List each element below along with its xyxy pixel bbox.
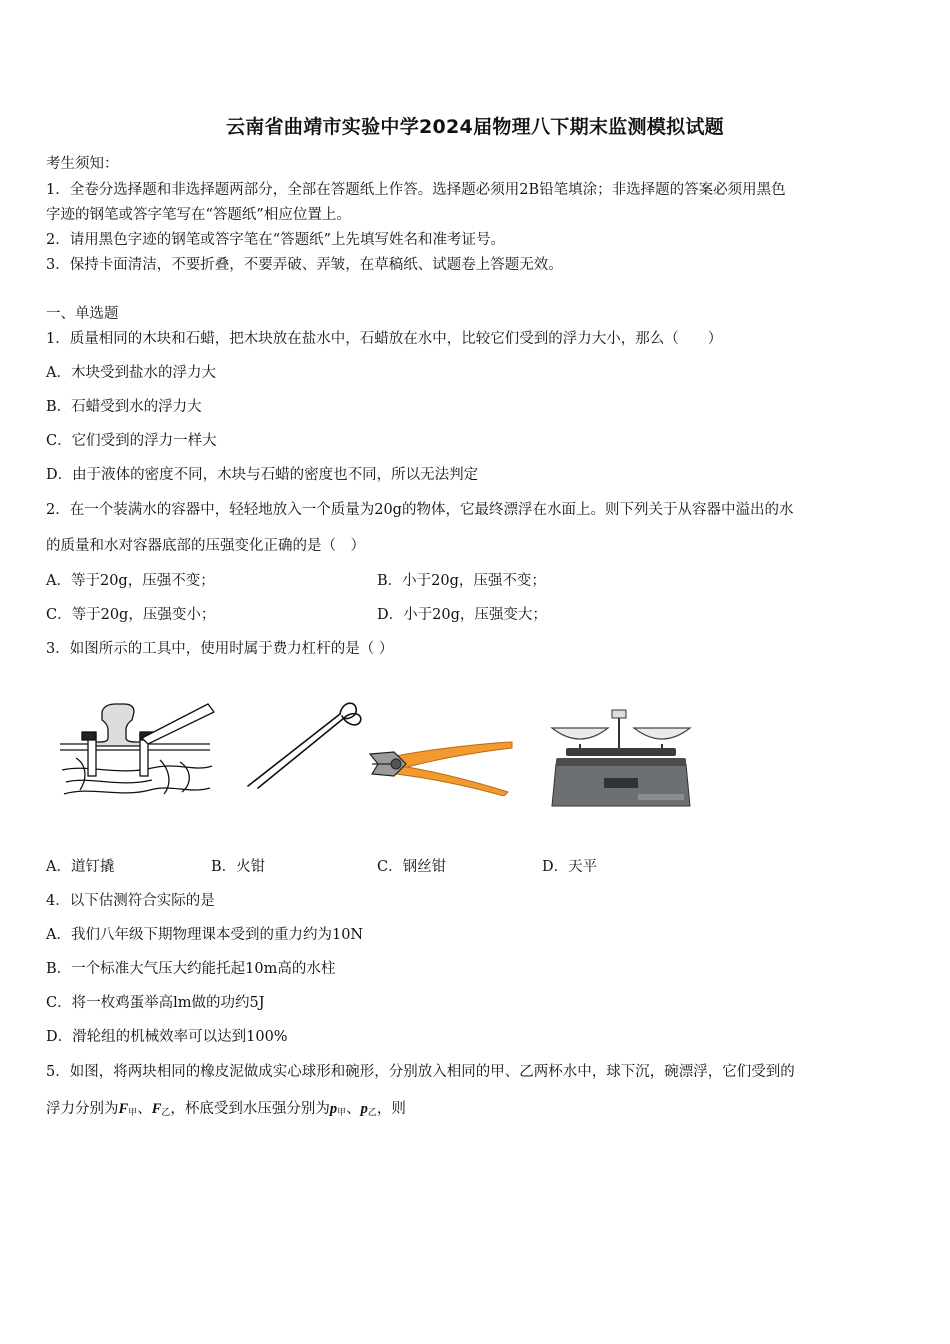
q3-option-a: A．道钉撬 — [46, 859, 115, 875]
q1-option-c: C．它们受到的浮力一样大 — [46, 433, 217, 449]
notice-item-2: 2．请用黑色字迹的钢笔或答字笔在“答题纸”上先填写姓名和准考证号。 — [46, 232, 506, 248]
q5-sub-jia-2: 甲 — [337, 1108, 347, 1118]
q3-option-d: D．天平 — [542, 859, 598, 875]
q5-sep-1: 、 — [137, 1101, 152, 1117]
q4-option-d: D．滑轮组的机械效率可以达到100% — [46, 1029, 288, 1045]
notice-item-1: 1．全卷分选择题和非选择题两部分，全部在答题纸上作答。选择题必须用2B铅笔填涂；非选择题的答案必须用黑色 — [46, 182, 786, 198]
fire-tongs-figure — [244, 698, 366, 790]
q5-stem-cont — [46, 1097, 406, 1118]
q4-option-a: A．我们八年级下期物理课本受到的重力约为10N — [46, 927, 364, 943]
notice-item-1-cont: 字迹的钢笔或答字笔写在“答题纸”相应位置上。 — [46, 207, 351, 223]
q5-var-f-2: F — [151, 1101, 162, 1117]
notice-item-3: 3．保持卡面清洁，不要折叠，不要弄破、弄皱，在草稿纸、试题卷上答题无效。 — [46, 257, 563, 273]
q5-var-p-2: p — [360, 1101, 368, 1117]
q5-var-f: F — [118, 1101, 129, 1117]
q2-option-b: B．小于20g，压强不变； — [377, 573, 546, 589]
q1-option-d: D．由于液体的密度不同，木块与石蜡的密度也不同，所以无法判定 — [46, 467, 479, 483]
pliers-figure — [366, 734, 516, 796]
q5-sub-jia: 甲 — [128, 1108, 138, 1118]
q5-text-a: 浮力分别为 — [46, 1101, 119, 1117]
notice-heading: 考生须知： — [46, 156, 119, 172]
q5-var-p: p — [329, 1101, 338, 1117]
q5-text-b: ，杯底受到水压强分别为 — [170, 1101, 330, 1117]
q1-option-a: A．木块受到盐水的浮力大 — [46, 365, 216, 381]
balance-scale-figure — [546, 708, 696, 812]
q2-option-d: D．小于20g，压强变大； — [377, 607, 547, 623]
q1-option-b: B．石蜡受到水的浮力大 — [46, 399, 202, 415]
q4-option-c: C．将一枚鸡蛋举高lm做的功约5J — [46, 995, 265, 1011]
crowbar-figure — [60, 698, 222, 802]
q2-stem: 2．在一个装满水的容器中，轻轻地放入一个质量为20g的物体，它最终漂浮在水面上。则下列关于从容器中溢出的水 — [46, 502, 794, 518]
section-heading: 一、单选题 — [46, 306, 119, 322]
q5-text-c: ，则 — [376, 1101, 406, 1117]
page-title: 云南省曲靖市实验中学2024届物理八下期末监测模拟试题 — [226, 116, 724, 138]
q3-option-b: B．火钳 — [211, 859, 266, 875]
q5-sub-yi: 乙 — [161, 1108, 171, 1118]
q4-stem: 4．以下估测符合实际的是 — [46, 893, 215, 909]
q5-sep-2: 、 — [346, 1101, 361, 1117]
q2-option-a: A．等于20g，压强不变； — [46, 573, 215, 589]
q3-stem: 3．如图所示的工具中，使用时属于费力杠杆的是（ ） — [46, 641, 394, 657]
q3-option-c: C．钢丝钳 — [377, 859, 447, 875]
q2-option-c: C．等于20g，压强变小； — [46, 607, 216, 623]
q4-option-b: B．一个标准大气压大约能托起10m高的水柱 — [46, 961, 336, 977]
q1-stem: 1．质量相同的木块和石蜡，把木块放在盐水中，石蜡放在水中，比较它们受到的浮力大小，那么（ ） — [46, 331, 723, 347]
q5-sub-yi-2: 乙 — [367, 1108, 377, 1118]
q2-stem-cont: 的质量和水对容器底部的压强变化正确的是（ ） — [46, 538, 365, 554]
q5-stem: 5．如图，将两块相同的橡皮泥做成实心球形和碗形，分别放入相同的甲、乙两杯水中，球下沉，碗漂浮，它们受到的 — [46, 1064, 795, 1080]
